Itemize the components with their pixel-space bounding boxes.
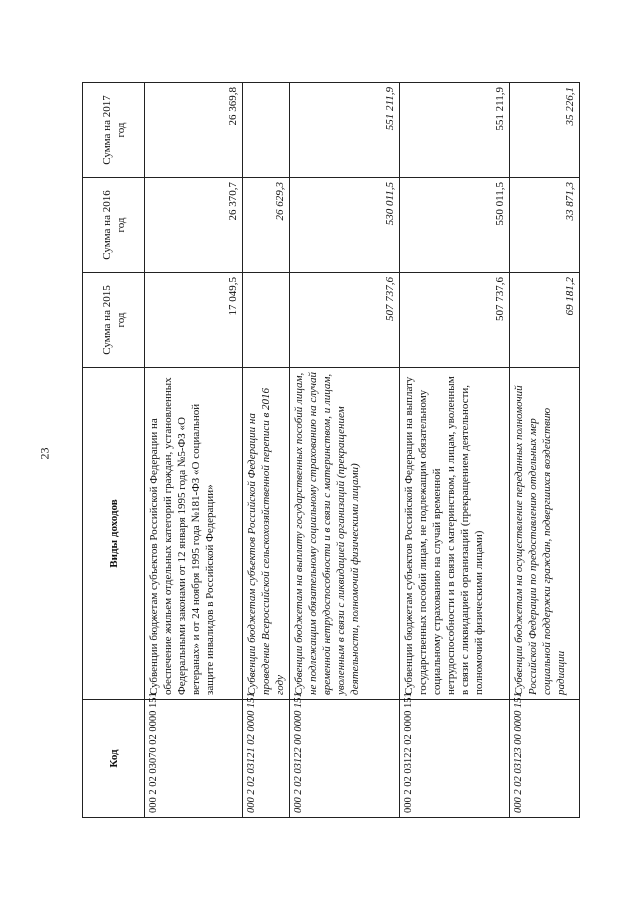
- header-description: Виды доходов: [83, 368, 145, 700]
- row-sum-2015: 507 737,6: [290, 273, 400, 368]
- row-code: 000 2 02 03122 00 0000 151: [290, 700, 400, 818]
- row-sum-2016: 530 011,5: [290, 178, 400, 273]
- row-code: 000 2 02 03070 02 0000 151: [145, 700, 243, 818]
- row-code: 000 2 02 03122 02 0000 151: [400, 700, 510, 818]
- header-sum-2015: Сумма на 2015 год: [83, 273, 145, 368]
- row-sum-2015: 17 049,5: [145, 273, 243, 368]
- row-sum-2017: 26 369,8: [145, 83, 243, 178]
- row-description: Субвенции бюджетам субъектов Российской Федерации на проведение Всероссийской сельскохозяйственной переписи в 2016 году: [243, 368, 290, 700]
- table-header-row: [83, 83, 145, 818]
- table-row: [290, 83, 400, 818]
- row-description: Субвенции бюджетам субъектов Российской Федерации на обеспечение жильем отдельных категорий граждан, установленных Федеральными законами от 12 января 1995 года №5-ФЗ «О ветеранах» и от 24 ноября 1995 года №181-ФЗ «О социальной защите инвалидов в Российской Федерации»: [145, 368, 243, 700]
- row-description: Субвенции бюджетам субъектов Российской Федерации на выплату государственных пособий лицам, не подлежащим обязательному социальному страхованию на случай временной нетрудоспособности и в связи с материнством, и лицам, уволенным в связи с ликвидацией организаций (прекращением деятельности, полномочий физическими лицами): [400, 368, 510, 700]
- table-row: [510, 83, 580, 818]
- row-sum-2016: 26 370,7: [145, 178, 243, 273]
- header-sum-2017: Сумма на 2017 год: [83, 83, 145, 178]
- row-description: Субвенции бюджетам на выплату государственных пособий лицам, не подлежащим обязательному социальному страхованию на случай временной нетрудоспособности и в связи с материнством, и лицам, уволенным в связи с ликвидацией организаций (прекращением деятельности, полномочий физическими лицами): [290, 368, 400, 700]
- row-sum-2016: 33 871,3: [510, 178, 580, 273]
- table-row: [400, 83, 510, 818]
- row-code: 000 2 02 03123 00 0000 151: [510, 700, 580, 818]
- row-sum-2016: 550 011,5: [400, 178, 510, 273]
- table-row: [145, 83, 243, 818]
- row-sum-2017: [243, 83, 290, 178]
- revenue-table-container: [82, 83, 576, 818]
- page-number: 23: [37, 447, 52, 460]
- row-sum-2015: 69 181,2: [510, 273, 580, 368]
- row-sum-2017: 35 226,1: [510, 83, 580, 178]
- row-sum-2016: 26 629,3: [243, 178, 290, 273]
- revenue-table: [82, 82, 580, 818]
- row-description: Субвенции бюджетам на осуществление переданных полномочий Российской Федерации по предоставлению отдельных мер социальной поддержки граждан, подвергшихся воздействию радиации: [510, 368, 580, 700]
- header-code: Код: [83, 700, 145, 818]
- row-sum-2015: [243, 273, 290, 368]
- row-sum-2017: 551 211,9: [400, 83, 510, 178]
- row-sum-2015: 507 737,6: [400, 273, 510, 368]
- header-sum-2016: Сумма на 2016 год: [83, 178, 145, 273]
- row-sum-2017: 551 211,9: [290, 83, 400, 178]
- row-code: 000 2 02 03121 02 0000 151: [243, 700, 290, 818]
- table-row: [243, 83, 290, 818]
